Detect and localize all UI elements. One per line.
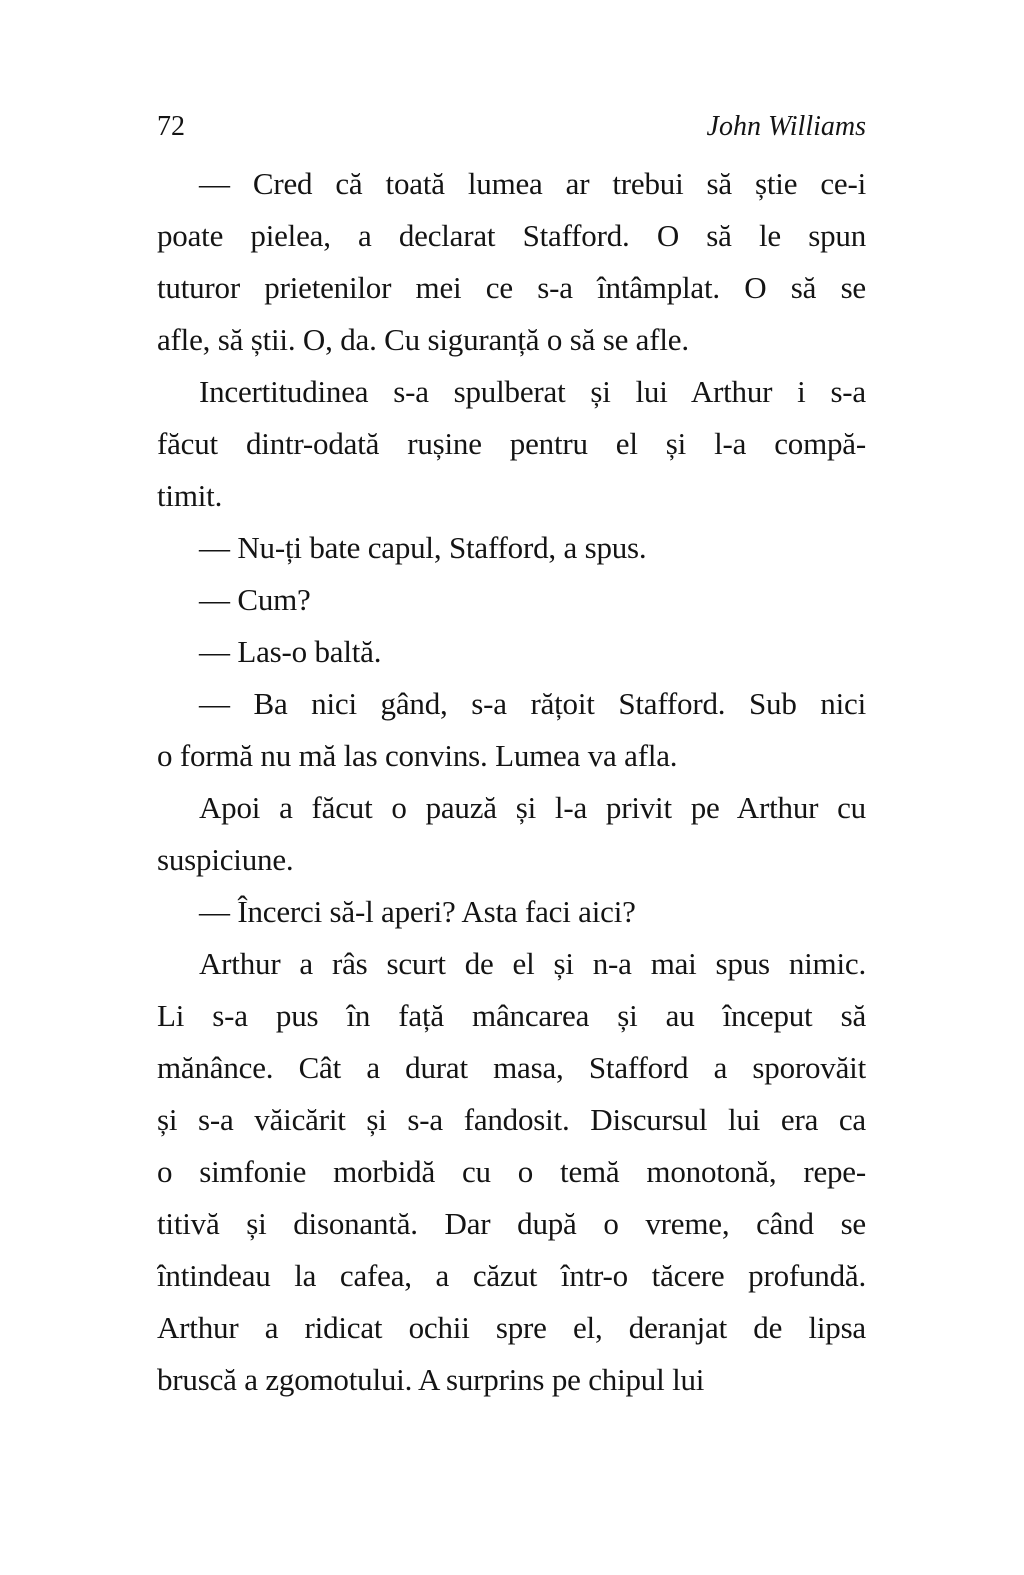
text-line: tuturor prietenilor mei ce s-a întâmplat. O să se xyxy=(157,270,866,305)
page-number: 72 xyxy=(157,111,185,142)
paragraph xyxy=(157,366,866,522)
text-line: — Încerci să-l aperi? Asta faci aici? xyxy=(199,894,636,929)
paragraph xyxy=(157,574,866,626)
paragraph xyxy=(157,158,866,366)
paragraph xyxy=(157,626,866,678)
text-line: bruscă a zgomotului. A surprins pe chipul lui xyxy=(157,1362,705,1397)
text-line: întindeau la cafea, a căzut într-o tăcere profundă. xyxy=(157,1258,866,1293)
paragraph xyxy=(157,938,866,1406)
text-line: suspiciune. xyxy=(157,842,294,877)
text-line: poate pielea, a declarat Stafford. O să le spun xyxy=(157,218,866,253)
running-header xyxy=(157,107,866,147)
text-block xyxy=(157,158,866,1406)
text-line: făcut dintr-odată rușine pentru el și l-a compă- xyxy=(157,426,866,461)
text-line: — Nu-ți bate capul, Stafford, a spus. xyxy=(199,530,647,565)
text-line: Apoi a făcut o pauză și l-a privit pe Arthur cu xyxy=(199,790,866,825)
text-line: și s-a văicărit și s-a fandosit. Discursul lui era ca xyxy=(157,1102,866,1137)
paragraph xyxy=(157,886,866,938)
text-line: Arthur a ridicat ochii spre el, deranjat de lipsa xyxy=(157,1310,866,1345)
text-line: — Cum? xyxy=(199,582,311,617)
text-line: o simfonie morbidă cu o temă monotonă, repe- xyxy=(157,1154,866,1189)
text-line: o formă nu mă las convins. Lumea va afla. xyxy=(157,738,678,773)
text-line: afle, să știi. O, da. Cu siguranță o să se afle. xyxy=(157,322,689,357)
text-line: Li s-a pus în față mâncarea și au început să xyxy=(157,998,866,1033)
text-line: mănânce. Cât a durat masa, Stafford a sporovăit xyxy=(157,1050,866,1085)
paragraph xyxy=(157,678,866,782)
text-line: — Las-o baltă. xyxy=(199,634,382,669)
paragraph xyxy=(157,522,866,574)
author-running-head: John Williams xyxy=(706,111,866,142)
text-line: — Ba nici gând, s-a rățoit Stafford. Sub nici xyxy=(199,686,866,721)
text-line: timit. xyxy=(157,478,223,513)
text-line: — Cred că toată lumea ar trebui să știe ce-i xyxy=(199,166,866,201)
paragraph xyxy=(157,782,866,886)
text-line: Incertitudinea s-a spulberat și lui Arthur i s-a xyxy=(199,374,866,409)
text-line: titivă și disonantă. Dar după o vreme, când se xyxy=(157,1206,866,1241)
text-line: Arthur a râs scurt de el și n-a mai spus nimic. xyxy=(199,946,866,981)
